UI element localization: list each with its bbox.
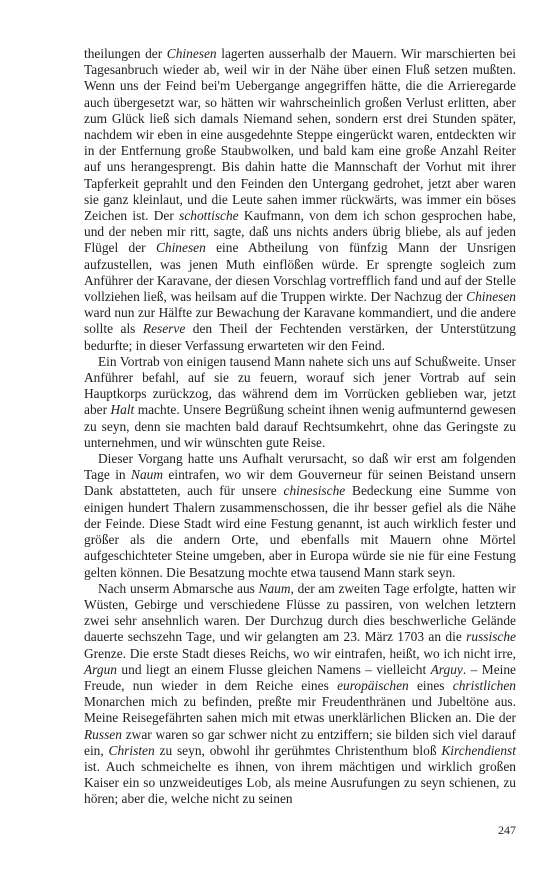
paragraph <box>84 581 516 808</box>
text-run: eintrafen, wo wir dem Gouverneur für seinen Beistand unsern Dank abstatteten, auch für unsere <box>84 467 516 499</box>
text-run: Bedeckung eine Summe von einigen hundert Thalern zusammenschossen, die ihr besser gefiel als die Nähe der Feinde. Diese Stadt wird eine Festung genannt, ist auch wirklich fester und größer als die andern Orte, und ebenfalls mit Mauern ohne Mörtel aufgeschichteter Steine umgeben, aber in Europa würde sie nie für eine Festung gelten können. Die Besatzung mochte etwa tausend Mann stark seyn. <box>84 483 517 580</box>
text-run: ist. Auch schmeichelte es ihnen, von ihrem mächtigen und wirklich großen Kaiser ein so unzweideutiges Lob, als meine Ausrufungen zu seyn schienen, zu hören; aber die, welche nicht zu seinen <box>84 758 516 807</box>
page-body <box>84 46 516 808</box>
text-run: Dieser Vorgang hatte uns Aufhalt verursacht, so daß wir erst am folgenden Tage in <box>84 451 516 483</box>
italic-term: Kirchendienst <box>441 742 516 758</box>
text-run: Ein Vortrab von einigen tausend Mann nahete sich uns auf Schußweite. Unser Anführer befahl, auf sie zu feuern, worauf sich jener Vortrab auf sein Hauptkorps zurückzog, das während dem im Vorrücken geblieben war, jetzt aber <box>84 353 516 418</box>
text-run: Kaufmann, von dem ich schon gesprochen habe, und der neben mir ritt, sagte, daß uns nichts anders übrig bliebe, als auf jeden Flügel der <box>84 208 516 256</box>
paragraph <box>84 46 516 354</box>
italic-term: europäischen <box>337 677 409 693</box>
italic-term: Reserve <box>142 321 186 337</box>
text-run: und liegt an einem Flusse gleichen Namens – vielleicht <box>116 661 431 677</box>
text-run: eine Abtheilung von fünfzig Mann der Unsrigen aufzustellen, was jenen Muth einflößen würde. Er sprengte sogleich zum Anführer der Karavane, der diesen Vorschlag vortrefflich fand und auf der Stelle vollziehen ließ, was heilsam auf die Truppen wirkte. Der Nachzug der <box>84 240 516 305</box>
text-run: ward nun zur Hälfte zur Bewachung der Karavane kommandiert, und die andere sollte als <box>84 305 516 337</box>
italic-term: Naum <box>131 467 164 483</box>
text-run: Nach unserm Abmarsche aus <box>98 580 259 596</box>
italic-term: Arguy <box>430 661 463 677</box>
italic-term: Naum <box>258 580 291 596</box>
paragraph <box>84 451 516 581</box>
text-run: Grenze. Die erste Stadt dieses Reichs, wo wir eintrafen, heißt, wo ich nicht irre, <box>84 645 516 661</box>
text-run: , der am zweiten Tage erfolgte, hatten wir Wüsten, Gebirge und verschiedene Flüsse zu passiren, von welchen letztern zwei sehr ansehnlich waren. Der Durchzug durch dies beschwerliche Gelände dauerte sechszehn Tage, und wir gelangten am 23. März 1703 an die <box>84 580 516 645</box>
italic-term: russische <box>466 629 516 645</box>
italic-term: christlichen <box>452 677 516 693</box>
text-run: den Theil der Fechtenden verstärken, der Unterstützung bedurfte; in dieser Verfassung erwarteten wir den Feind. <box>84 321 516 353</box>
text-run: machte. Unsere Begrüßung scheint ihnen wenig aufmunternd gewesen zu seyn, denn sie machten bald darauf Rechtsumkehrt, ohne das Geringste zu unternehmen, und wir wünschten gute Reise. <box>84 402 516 450</box>
text-run: lagerten ausserhalb der Mauern. Wir marschierten bei Tagesanbruch wieder ab, weil wir in der Nähe über einen Fluß setzen mußten. Wenn uns der Feind bei'm Uebergange angegriffen hätte, die die Arrieregarde auch übergesetzt war, so hätten wir wahrscheinlich großen Verlust erlitten, aber zum Glück ließ sich damals Niemand sehen, sondern erst drei Stunden später, nachdem wir eben in eine ausgedehnte Steppe eingerückt waren, entdeckten wir in der Entfernung große Staubwolken, und bald kam eine große Anzahl Reiter auf uns herangesprengt. Bis dahin hatte die Mannschaft der Vorhut mit ihrer Tapferkeit geprahlt und den Feinden den Untergang gedrohet, jetzt aber waren sie ganz kleinlaut, und die Leute sahen immer rückwärts, was immer ein böses Zeichen ist. Der <box>84 46 516 224</box>
paragraph <box>84 354 516 451</box>
text-run: Monarchen mich zu befinden, preßte mir Freudenthränen und Jubeltöne aus. Meine Reisegefährten sahen mich mit etwas unerklärlichen Blicken an. Die der <box>84 694 516 726</box>
italic-term: schottische <box>179 208 239 224</box>
italic-term: Chinesen <box>155 240 206 256</box>
italic-term: Chinesen <box>466 289 516 305</box>
text-run: zu seyn, obwohl ihr gerühmtes Christenthum bloß <box>154 742 442 758</box>
italic-term: Argun <box>84 661 117 677</box>
italic-term: Christen <box>108 742 155 758</box>
page-number: 247 <box>498 823 516 837</box>
italic-term: Halt <box>110 402 135 418</box>
italic-term: chinesische <box>283 483 346 499</box>
text-run: theilungen der <box>84 46 167 61</box>
text-run: eines <box>408 677 453 693</box>
italic-term: Russen <box>84 726 122 742</box>
text-run: . – Meine Freude, nun wieder in dem Reiche eines <box>84 661 516 693</box>
italic-term: Chinesen <box>166 46 217 61</box>
text-run: zwar waren so gar schwer nicht zu entziffern; sie bilden sich viel darauf ein, <box>84 726 516 758</box>
